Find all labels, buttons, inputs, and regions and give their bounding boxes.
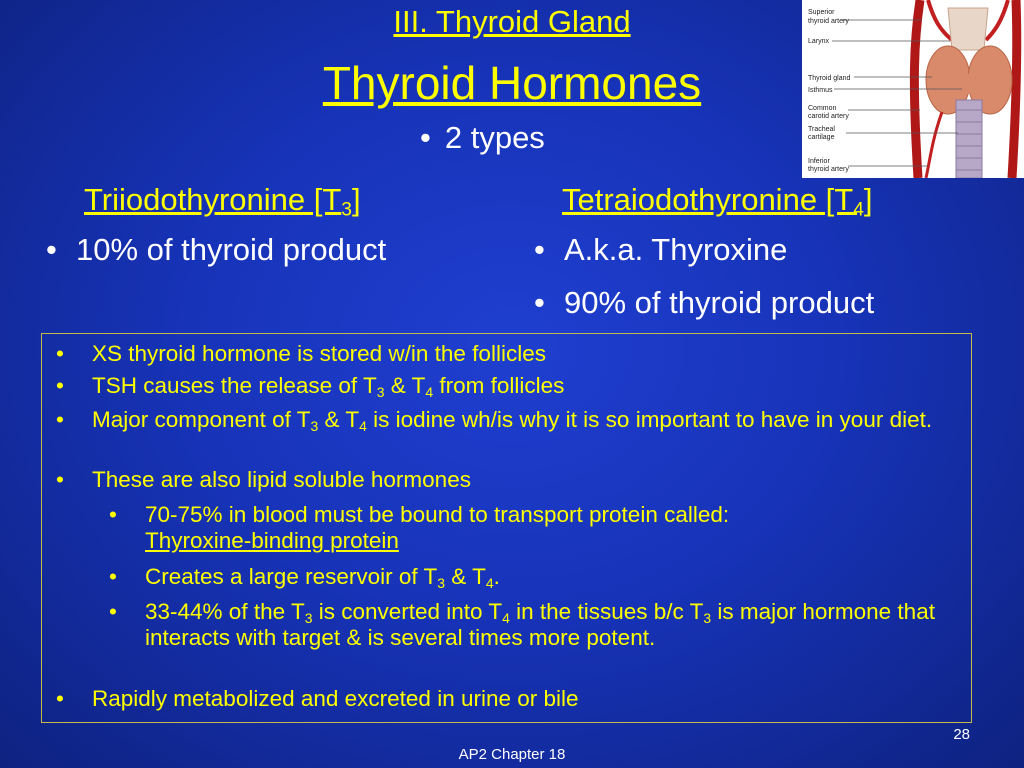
thyroid-anatomy-figure [802, 0, 1024, 178]
svg-text:Isthmus: Isthmus [808, 87, 833, 94]
page-number: 28 [953, 726, 970, 743]
svg-text:thyroid artery: thyroid artery [808, 166, 849, 173]
t4-bullet-percent: • 90% of thyroid product [534, 285, 875, 320]
svg-text:Tracheal: Tracheal [808, 126, 835, 133]
types-bullet: • 2 types [420, 120, 545, 155]
t3-bullet: • 10% of thyroid product [46, 232, 387, 267]
slide-title: Thyroid Hormones [322, 57, 702, 109]
thyroxine-binding-protein-term: Thyroxine-binding protein [145, 528, 399, 553]
thyroid-illustration [802, 0, 1024, 178]
svg-text:Thyroid gland: Thyroid gland [808, 75, 851, 82]
svg-text:Larynx: Larynx [808, 38, 830, 45]
note-transport-protein: • 70-75% in blood must be bound to transport protein called: Thyroxine-binding protein [109, 502, 730, 553]
svg-text:Superior: Superior [808, 9, 835, 16]
note-reservoir: • Creates a large reservoir of $T_3$ & $T_4$. [109, 564, 500, 591]
t4-bullet-aka: • A.k.a. Thyroxine [534, 232, 788, 267]
notes-box [41, 333, 972, 723]
svg-text:thyroid artery: thyroid artery [808, 18, 849, 25]
note-conversion: • 33-44% of the $T_3$ is converted into $T_4$ in the tissues b/c $T_3$ is major hormone that interacts with target & is several times more potent. [109, 599, 935, 650]
note-follicle-storage: • XS thyroid hormone is stored w/in the follicles [56, 341, 546, 366]
types-bullet-text: 2 types [444, 120, 545, 155]
svg-text:Common: Common [808, 105, 837, 112]
svg-text:carotid artery: carotid artery [808, 113, 849, 120]
footer-chapter: AP2 Chapter 18 [458, 746, 566, 763]
svg-text:Inferior: Inferior [808, 158, 830, 165]
note-metabolism: • Rapidly metabolized and excreted in urine or bile [56, 686, 579, 711]
note-tsh-release: • TSH causes the release of $T_3$ & $T_4$ from follicles [56, 373, 565, 400]
svg-text:cartilage: cartilage [808, 134, 835, 141]
note-lipid-soluble: • These are also lipid soluble hormones [56, 467, 471, 492]
note-iodine: • Major component of $T_3$ & $T_4$ is iodine wh/is why it is so important to have in your diet. [56, 407, 933, 434]
t4-heading: Tetraiodothyronine $[T_4]$ [562, 182, 873, 221]
t3-heading: Triiodothyronine $[T_3]$ [84, 182, 361, 221]
section-title: III. Thyroid Gland [393, 4, 631, 39]
